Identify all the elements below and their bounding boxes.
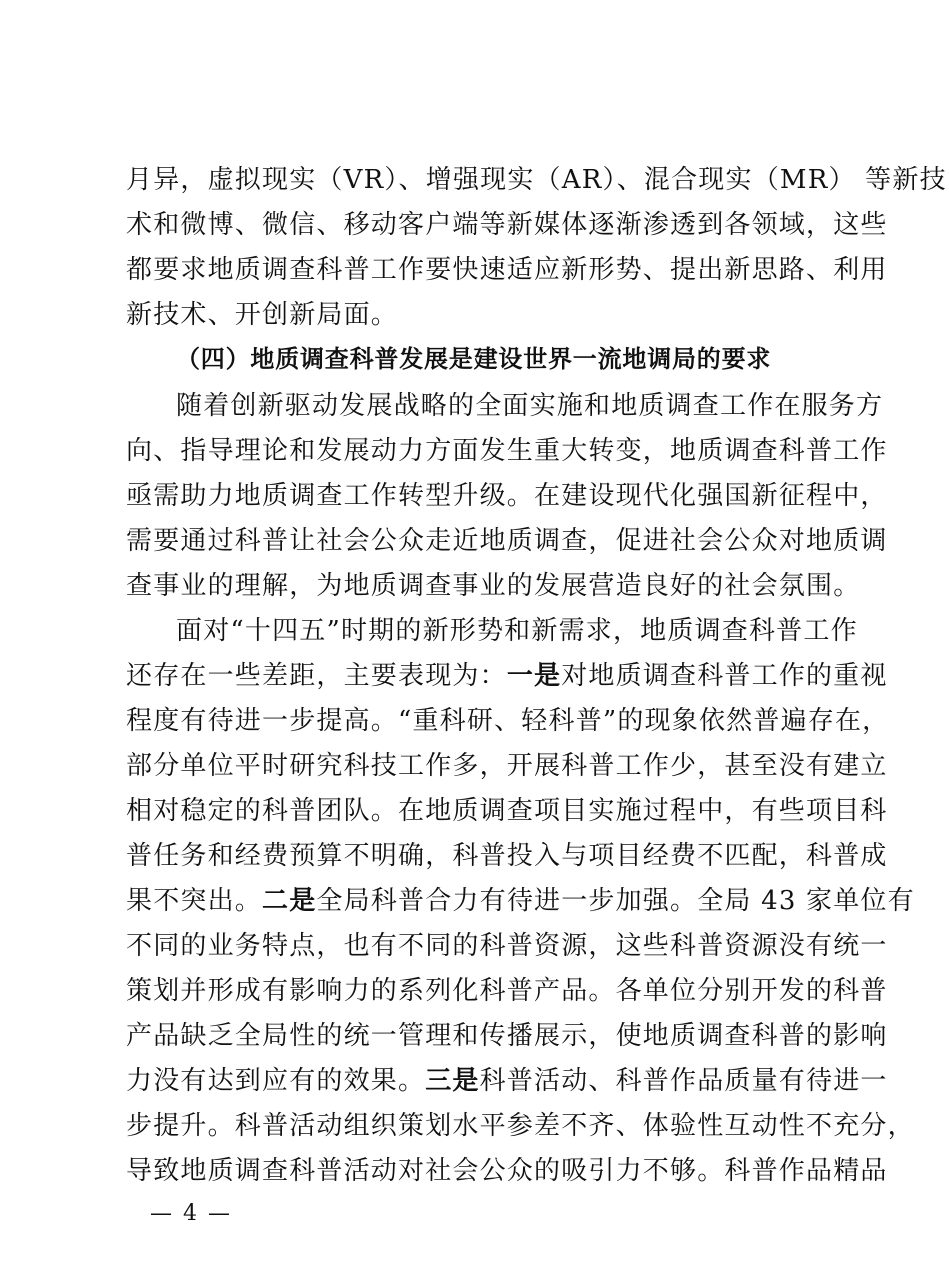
text-run: 还存在一些差距，主要表现为： [126,661,507,691]
body-line: 术和微博、微信、移动客户端等新媒体逐渐渗透到各领域，这些 [126,210,888,240]
text-run: 全局科普合力有待进一步加强。全局 43 家单位有 [316,886,915,916]
paragraph-line: 步提升。科普活动组织策划水平参差不齐、体验性互动性不充分， [126,1111,915,1141]
emphasis-text: 一是 [506,661,562,691]
paragraph-line: 需要通过科普让社会公众走近地质调查，促进社会公众对地质调 [126,526,888,556]
paragraph-line: 随着创新驱动发展战略的全面实施和地质调查工作在服务方 [176,391,884,421]
paragraph-line: 查事业的理解，为地质调查事业的发展营造良好的社会氛围。 [126,571,861,601]
body-line: 月异，虚拟现实（VR）、增强现实（AR）、混合现实（MR） 等新技 [126,165,947,195]
paragraph-line: 策划并形成有影响力的系列化科普产品。各单位分别开发的科普 [126,976,888,1006]
paragraph-line: 导致地质调查科普活动对社会公众的吸引力不够。科普作品精品 [126,1156,888,1186]
text-run: 果不突出。 [126,886,263,916]
emphasis-text: 二是 [262,886,317,916]
paragraph-line [126,654,888,698]
text-run: 力没有达到应有的效果。 [126,1066,426,1096]
body-line: 都要求地质调查科普工作要快速适应新形势、提出新思路、利用 [126,255,888,285]
paragraph-line: 向、指导理论和发展动力方面发生重大转变，地质调查科普工作 [126,436,888,466]
paragraph-line: 部分单位平时研究科技工作多，开展科普工作少，甚至没有建立 [126,751,888,781]
paragraph-line: 相对稳定的科普团队。在地质调查项目实施过程中，有些项目科 [126,796,888,826]
paragraph-line [126,879,915,923]
paragraph-line: 面对“十四五”时期的新形势和新需求，地质调查科普工作 [176,616,858,646]
paragraph-line: 产品缺乏全局性的统一管理和传播展示，使地质调查科普的影响 [126,1021,888,1051]
paragraph-line: 程度有待进一步提高。“重科研、轻科普”的现象依然普遍存在， [126,706,890,736]
text-run: 科普活动、科普作品质量有待进一 [479,1066,888,1096]
paragraph-line: 亟需助力地质调查工作转型升级。在建设现代化强国新征程中， [126,481,888,511]
emphasis-text: 三是 [425,1066,480,1096]
paragraph-line: 普任务和经费预算不明确，科普投入与项目经费不匹配，科普成 [126,841,888,871]
page-number: — 4 — [150,1201,232,1226]
paragraph-line: 不同的业务特点，也有不同的科普资源，这些科普资源没有统一 [126,931,888,961]
section-heading: （四）地质调查科普发展是建设世界一流地调局的要求 [176,344,772,373]
text-run: 对地质调查科普工作的重视 [561,661,888,691]
body-line: 新技术、开创新局面。 [126,300,399,330]
paragraph-line [126,1059,888,1103]
